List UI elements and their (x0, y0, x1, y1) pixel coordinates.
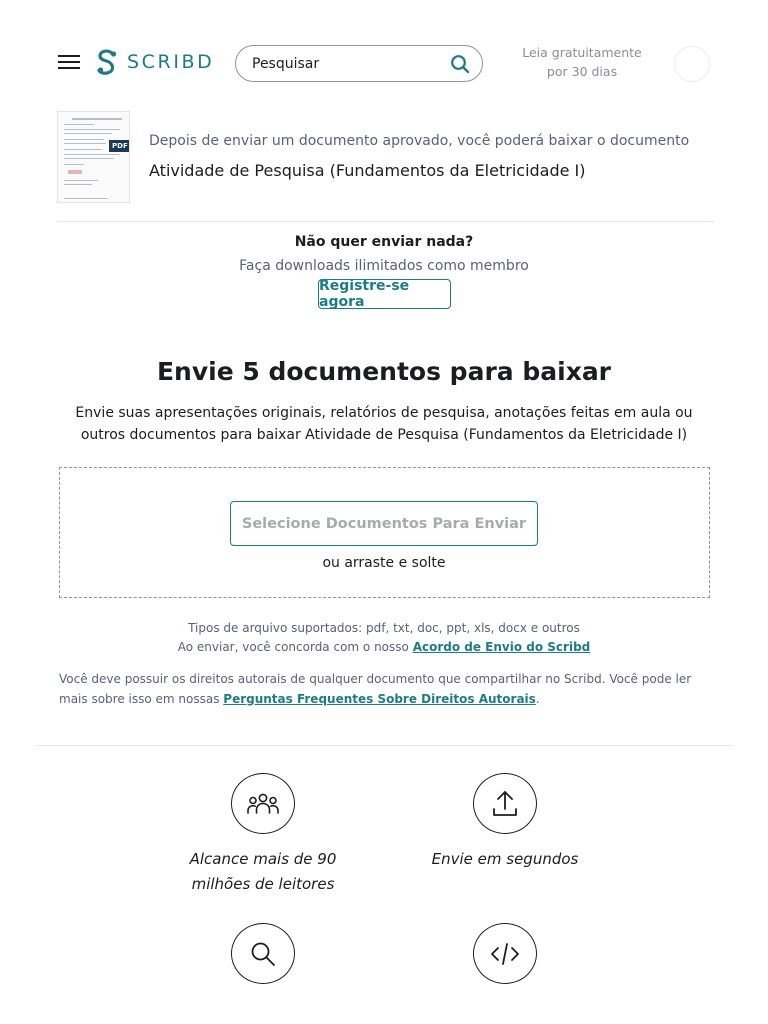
search-icon[interactable] (450, 54, 470, 74)
document-title: Atividade de Pesquisa (Fundamentos da Eletricidade I) (149, 161, 586, 180)
feature-code-circle (473, 923, 537, 984)
download-note: Depois de enviar um documento aprovado, você poderá baixar o documento (149, 133, 690, 149)
pdf-badge: PDF (109, 140, 130, 152)
feature-search-circle (231, 923, 295, 984)
free-trial-link[interactable] (518, 43, 646, 81)
copyright-notice (59, 670, 719, 709)
divider (36, 745, 733, 746)
agreement-text: Ao enviar, você concorda com o nosso (177, 640, 413, 654)
people-icon (246, 791, 280, 817)
upload-agreement (0, 640, 768, 654)
membership-subtitle: Faça downloads ilimitados como membro (239, 258, 529, 274)
header (0, 0, 768, 110)
select-documents-button[interactable]: Selecione Documentos Para Enviar (230, 501, 538, 546)
feature-upload-line-1: Envie em segundos (431, 850, 579, 868)
search-icon (249, 940, 277, 968)
scribd-logo-icon (95, 48, 119, 76)
upload-agreement-link[interactable]: Acordo de Envio do Scribd (412, 640, 591, 654)
trial-line-1: Leia gratuitamente (522, 45, 642, 60)
scribd-logo[interactable] (95, 48, 214, 76)
feature-upload-label (420, 847, 590, 872)
copyright-text: Você deve possuir os direitos autorais de qualquer documento que compartilhar no Scribd. Você pode ler mais sobre isso em nossas (59, 672, 692, 706)
register-button[interactable]: Registre-se agora (318, 279, 451, 309)
search-bar[interactable] (235, 45, 483, 82)
copyright-faq-link[interactable]: Perguntas Frequentes Sobre Direitos Autorais (223, 691, 536, 706)
upload-heading: Envie 5 documentos para baixar (156, 357, 612, 386)
feature-reach-line-2: milhões de leitores (191, 875, 335, 893)
supported-file-types: Tipos de arquivo suportados: pdf, txt, doc, ppt, xls, docx e outros (188, 621, 580, 635)
feature-upload-circle (473, 773, 537, 834)
feature-reach-label (178, 847, 348, 897)
drag-drop-text: ou arraste e solte (322, 555, 446, 571)
upload-description: Envie suas apresentações originais, relatórios de pesquisa, anotações feitas em aula ou outros documentos para baixar Atividade de Pesquisa (Fundamentos da Eletricidade I) (75, 405, 693, 443)
upload-icon (492, 789, 518, 819)
copyright-suffix: . (535, 691, 540, 706)
logo-text: SCRIBD (127, 51, 215, 73)
trial-line-2: por 30 dias (546, 64, 618, 79)
feature-people-circle (231, 773, 295, 834)
feature-reach-line-1: Alcance mais de 90 (189, 850, 337, 868)
avatar[interactable] (674, 46, 710, 82)
document-thumbnail[interactable] (57, 111, 130, 203)
search-input[interactable] (252, 56, 450, 72)
code-icon (490, 942, 520, 966)
divider (57, 221, 714, 222)
menu-icon[interactable] (58, 55, 80, 71)
no-upload-question: Não quer enviar nada? (294, 234, 474, 250)
